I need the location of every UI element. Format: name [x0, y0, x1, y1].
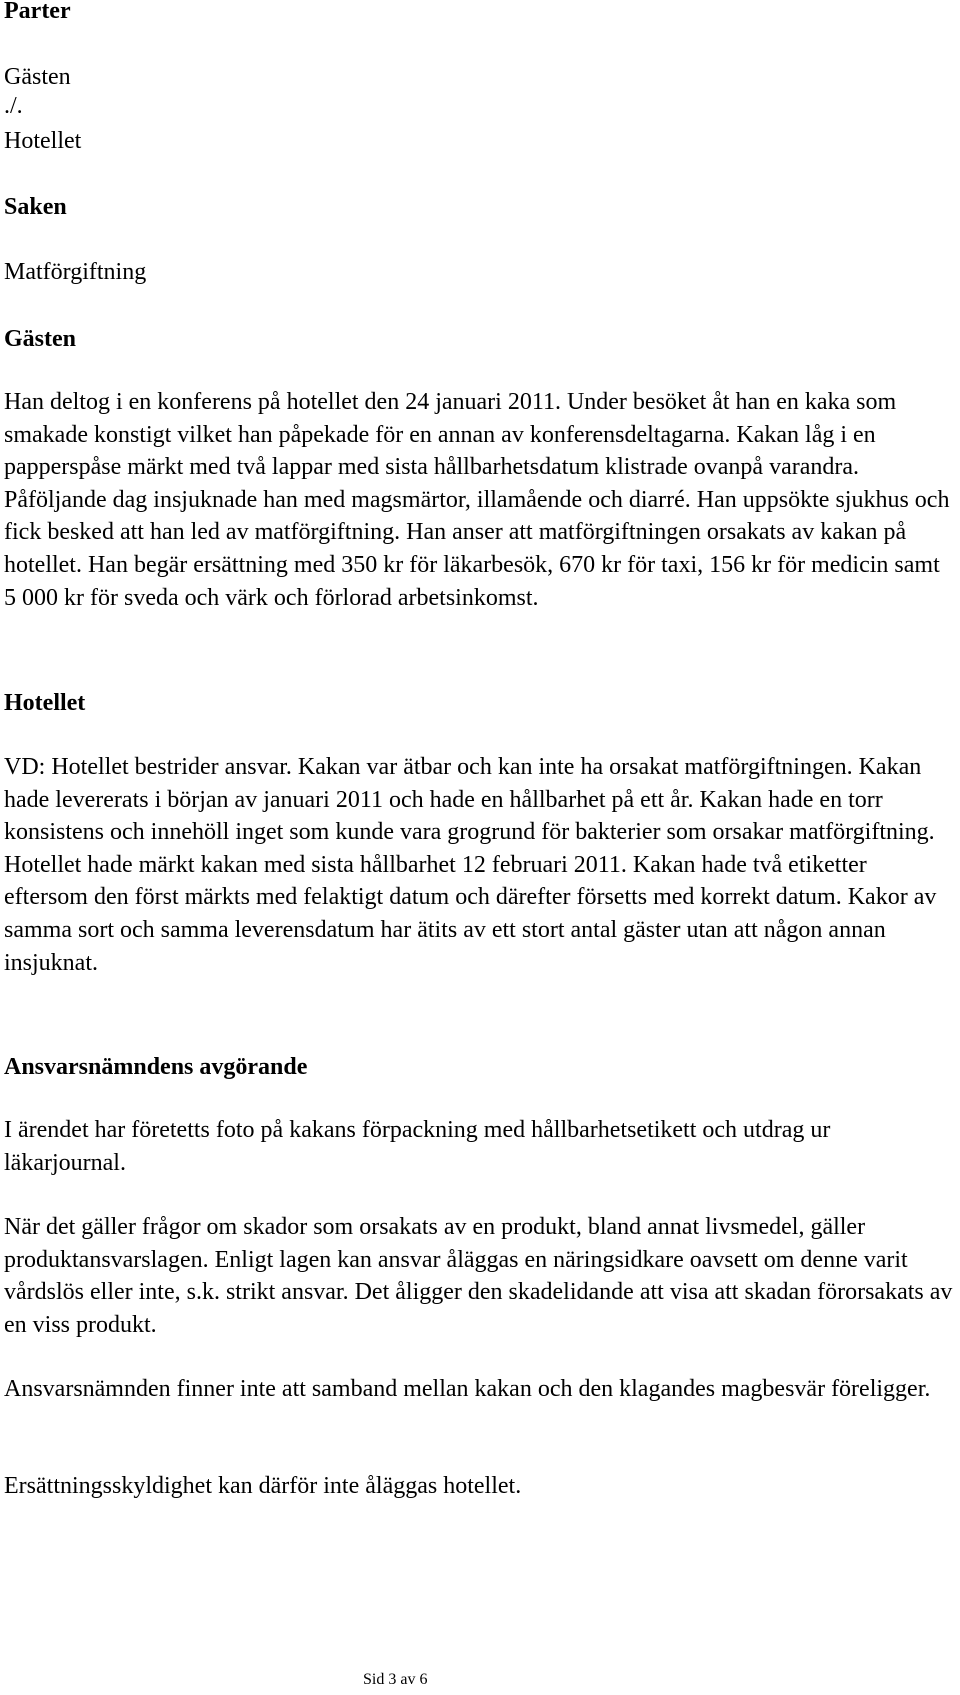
party-separator: ./.: [4, 93, 23, 119]
hotel-heading: Hotellet: [4, 690, 86, 716]
hotel-response-text: VD: Hotellet bestrider ansvar. Kakan var ätbar och kan inte ha orsakat matförgiftningen. Kakan hade levererats i början av januari 2011 och hade en hållbarhet på ett år. Kakan hade en torr konsistens och innehöll inget som kunde vara grogrund för bakterier som orsakar matförgiftning. Hotellet hade märkt kakan med sista hållbarhet 12 februari 2011. Kakan hade två etiketter eftersom den först märkts med felaktigt datum och därefter försetts med korrekt datum. Kakor av samma sort och samma leverensdatum har ätits av ett stort antal gäster utan att någon annan insjuknat.: [4, 754, 937, 976]
parties-heading: Parter: [4, 0, 71, 24]
decision-paragraph: I ärendet har företetts foto på kakans förpackning med hållbarhetsetikett och utdrag ur läkarjournal.: [4, 1117, 831, 1176]
page-number: Sid 3 av 6: [363, 1671, 428, 1688]
decision-heading: Ansvarsnämndens avgörande: [4, 1054, 308, 1080]
party-guest: Gästen: [4, 64, 71, 90]
party-hotel: Hotellet: [4, 128, 82, 154]
decision-paragraph: Ersättningsskyldighet kan därför inte åläggas hotellet.: [4, 1473, 522, 1499]
matter-heading: Saken: [4, 194, 67, 220]
matter-value: Matförgiftning: [4, 259, 147, 285]
guest-heading: Gästen: [4, 326, 76, 352]
guest-claim-text: Han deltog i en konferens på hotellet den 24 januari 2011. Under besöket åt han en kaka som smakade konstigt vilket han påpekade för en annan av konferensdeltagarna. Kakan låg i en papperspåse märkt med två lappar med sista hållbarhetsdatum klistrade ovanpå varandra. Påföljande dag insjuknade han med magsmärtor, illamående och diarré. Han uppsökte sjukhus och fick besked att han led av matförgiftning. Han anser att matförgiftningen orsakats av kakan på hotellet. Han begär ersättning med 350 kr för läkarbesök, 670 kr för taxi, 156 kr för medicin samt 5 000 kr för sveda och värk och förlorad arbetsinkomst.: [4, 389, 950, 611]
decision-paragraph: Ansvarsnämnden finner inte att samband mellan kakan och den klagandes magbesvär föreligger.: [4, 1376, 931, 1402]
decision-paragraph: När det gäller frågor om skador som orsakats av en produkt, bland annat livsmedel, gäller produktansvarslagen. Enligt lagen kan ansvar åläggas en näringsidkare oavsett om denne varit vårdslös eller inte, s.k. strikt ansvar. Det åligger den skadelidande att visa att skadan förorsakats av en viss produkt.: [4, 1214, 953, 1338]
